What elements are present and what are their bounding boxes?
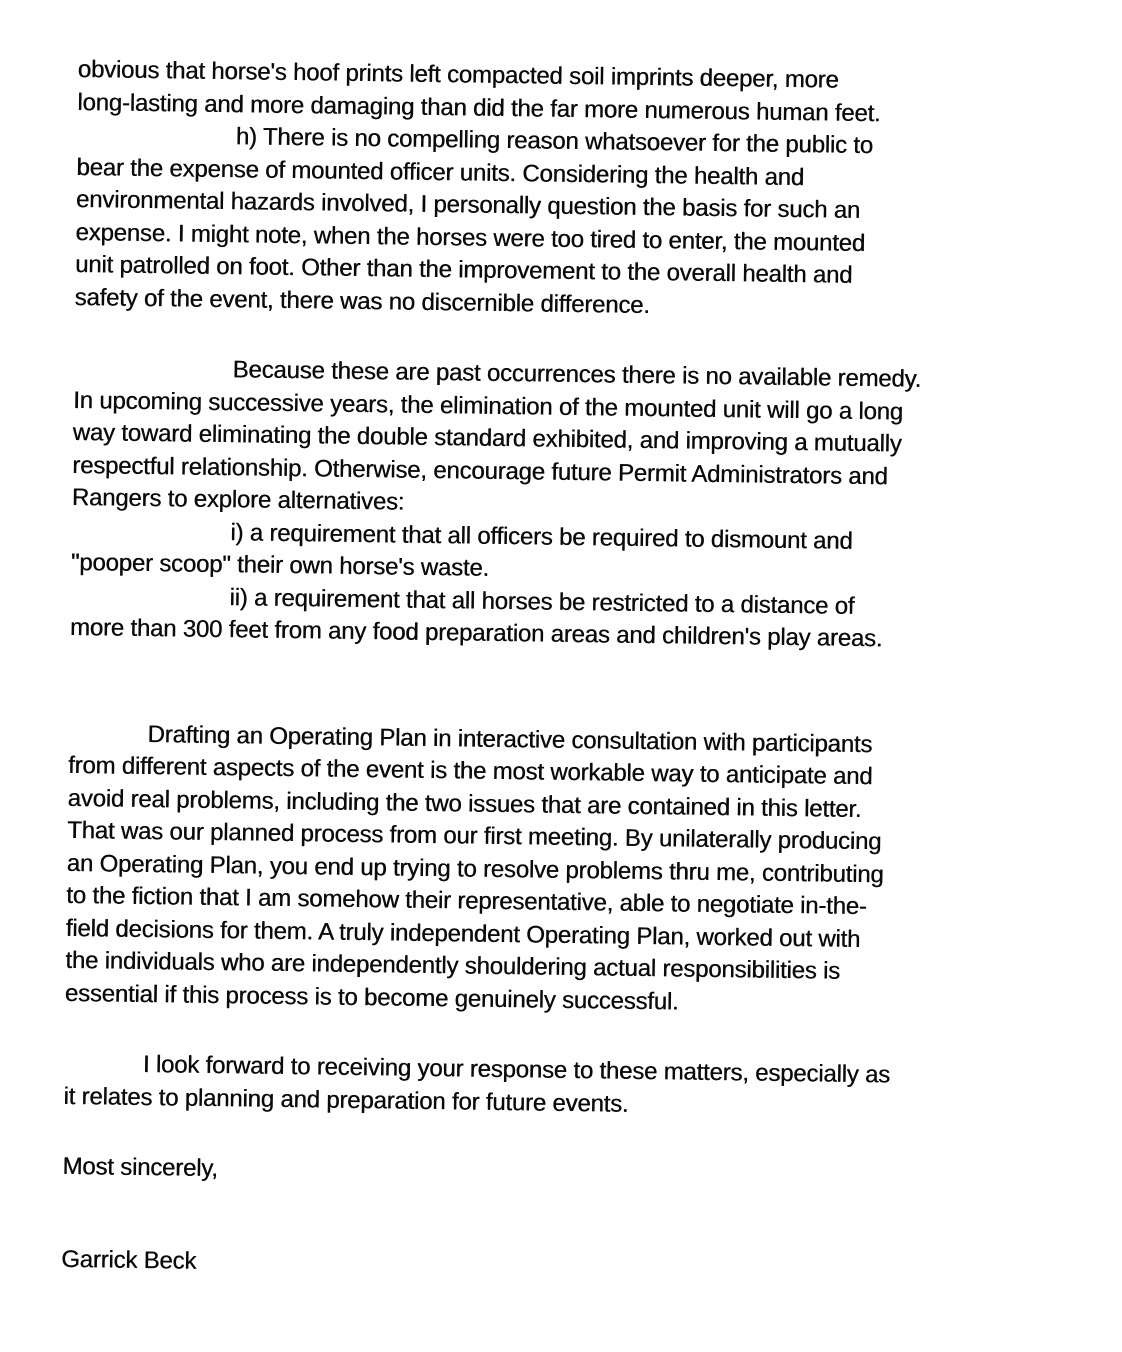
text-line: long-lasting and more damaging than did the far more numerous human feet. xyxy=(77,88,881,127)
paragraph-hoofprints-and-item-h xyxy=(74,54,1088,328)
text-line: respectful relationship. Otherwise, encourage future Permit Administrators and xyxy=(72,451,888,490)
text-line: bear the expense of mounted officer units. Considering the health and xyxy=(76,153,805,191)
text-line: to the fiction that I am somehow their representative, able to negotiate in-the- xyxy=(66,881,867,921)
text-line: it relates to planning and preparation for future events. xyxy=(63,1082,629,1118)
text-line: Most sincerely, xyxy=(62,1152,218,1183)
paragraph-past-occurrences xyxy=(70,352,1084,659)
text-line: I look forward to receiving your response to these matters, especially as xyxy=(142,1051,891,1089)
text-line: expense. I might note, when the horses were too tired to enter, the mounted xyxy=(75,218,866,257)
text-line: avoid real problems, including the two issues that are contained in this letter. xyxy=(67,784,862,823)
closing xyxy=(62,1151,1072,1198)
text-line: obvious that horse's hoof prints left compacted soil imprints deeper, more xyxy=(77,55,839,94)
text-line: an Operating Plan, you end up trying to resolve problems thru me, contributing xyxy=(66,849,884,888)
text-line: Drafting an Operating Plan in interactive consultation with participants xyxy=(147,720,873,758)
text-line: In upcoming successive years, the elimination of the mounted unit will go a long xyxy=(72,386,904,426)
text-line: h) There is no compelling reason whatsoever for the public to xyxy=(235,123,874,160)
text-line: essential if this process is to become genuinely successful. xyxy=(64,979,679,1015)
text-line: from different aspects of the event is the most workable way to anticipate and xyxy=(67,751,873,791)
text-line: Rangers to explore alternatives: xyxy=(71,483,405,516)
letter-body xyxy=(61,54,1088,1290)
text-line: unit patrolled on foot. Other than the improvement to the overall health and xyxy=(74,250,853,289)
text-line: Because these are past occurrences there is no available remedy. xyxy=(232,356,922,393)
text-line: Garrick Beck xyxy=(60,1245,197,1275)
text-line: That was our planned process from our first meeting. By unilaterally producing xyxy=(66,816,882,856)
text-line: more than 300 feet from any food preparation areas and children's play areas. xyxy=(69,613,883,653)
paragraph-operating-plan xyxy=(65,717,1079,1024)
text-line: field decisions for them. A truly independent Operating Plan, worked out with xyxy=(65,914,861,953)
text-line: i) a requirement that all officers be required to dismount and xyxy=(230,518,853,555)
text-line: environmental hazards involved, I personally question the basis for such an xyxy=(75,185,861,224)
paragraph-look-forward xyxy=(63,1048,1074,1127)
text-line: way toward eliminating the double standard exhibited, and improving a mutually xyxy=(72,418,902,458)
text-line: ii) a requirement that all horses be restricted to a distance of xyxy=(229,583,855,620)
text-line: the individuals who are independently shouldering actual responsibilities is xyxy=(65,946,841,985)
text-line: "pooper scoop" their own horse's waste. xyxy=(70,548,490,582)
text-line: safety of the event, there was no discernible difference. xyxy=(74,283,650,319)
signature-name xyxy=(61,1243,1071,1290)
